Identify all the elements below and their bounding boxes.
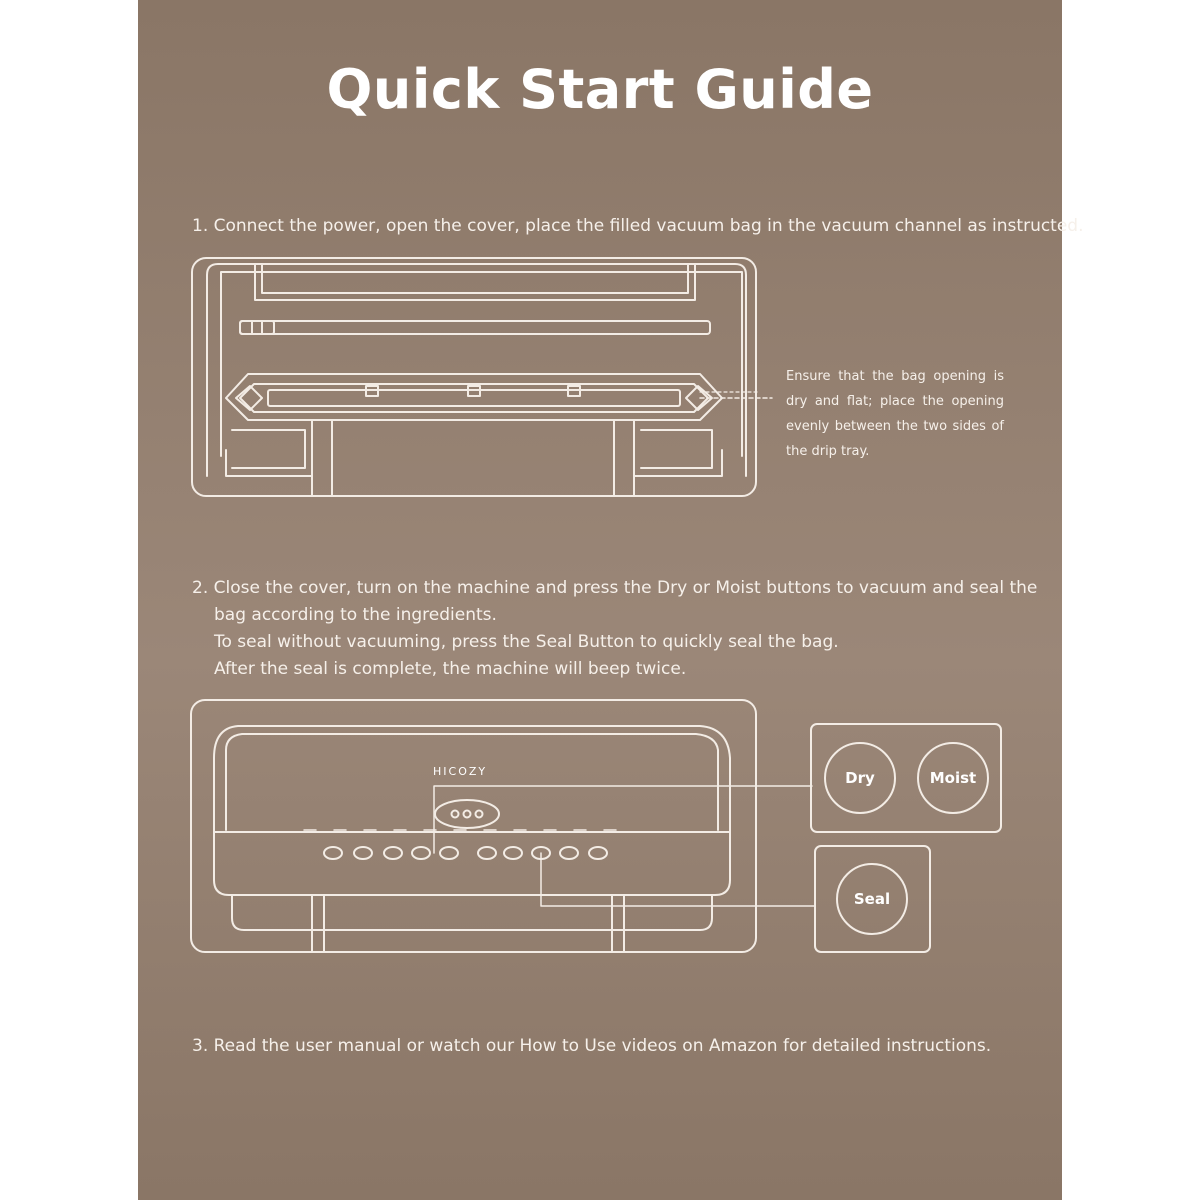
step-2-line-4: After the seal is complete, the machine will beep twice. [214,659,687,679]
dry-button-label: Dry [845,769,875,787]
closed-sealer-illustration [191,700,814,952]
bag-placement-note: Ensure that the bag opening is dry and flat; place the opening evenly between the two sides of the drip tray. [786,369,1004,459]
step-2-line-2: bag according to the ingredients. [214,605,497,625]
seal-button-label: Seal [853,890,891,908]
step-2-line-1: 2. Close the cover, turn on the machine and press the Dry or Moist buttons to vacuum and seal the [192,578,1038,598]
machine-brand: HICOZY [433,765,488,778]
moist-button-label: Moist [929,769,977,787]
step-3-text: 3. Read the user manual or watch our How to Use videos on Amazon for detailed instructions. [192,1036,992,1056]
open-sealer-illustration [192,258,772,496]
page-title: Quick Start Guide [326,58,874,121]
step-2-line-3: To seal without vacuuming, press the Seal Button to quickly seal the bag. [214,632,839,652]
step-1-text: 1. Connect the power, open the cover, place the filled vacuum bag in the vacuum channel as instructed. [192,216,1084,236]
